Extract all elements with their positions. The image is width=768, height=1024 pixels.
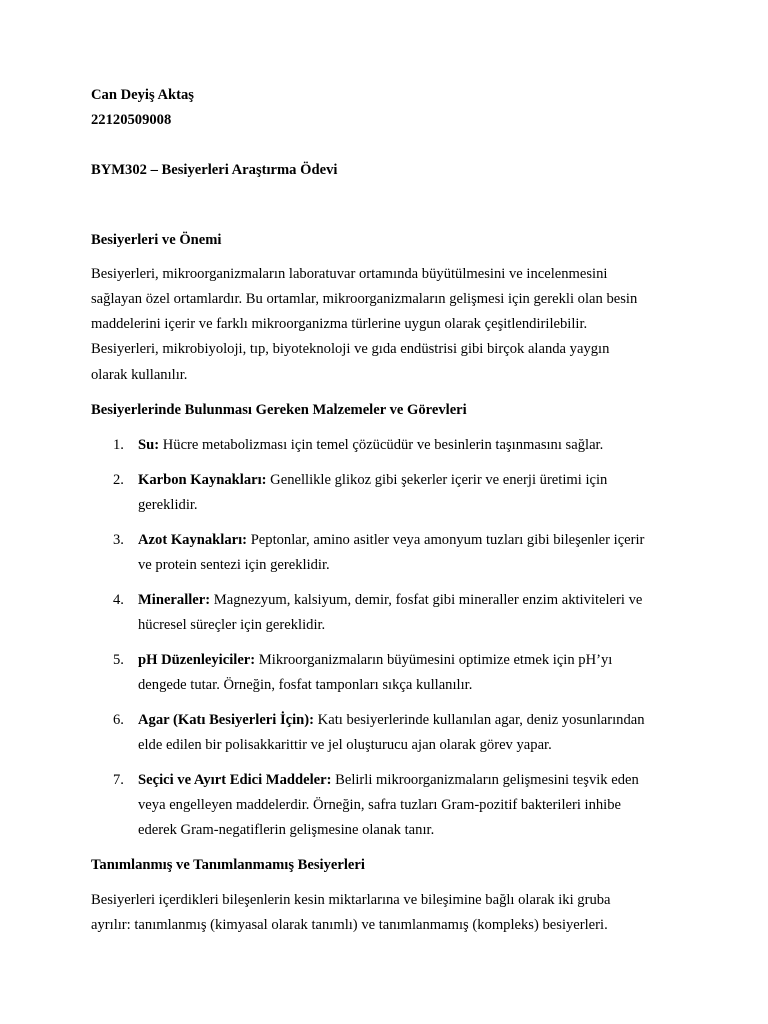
- list-item-text: Belirli mikroorganizmaların gelişmesini teşvik eden: [331, 772, 639, 788]
- list-item: [138, 773, 639, 788]
- section-heading: Tanımlanmış ve Tanımlanmamış Besiyerleri: [91, 857, 365, 873]
- list-item: [138, 473, 607, 488]
- list-item-continuation: veya engelleyen maddelerdir. Örneğin, safra tuzları Gram-pozitif bakterileri inhibe: [138, 797, 622, 813]
- list-number: 3.: [113, 532, 124, 548]
- list-item-continuation: ve protein sentezi için gereklidir.: [138, 557, 330, 573]
- list-item-text: Peptonlar, amino asitler veya amonyum tuzları gibi bileşenler içerir: [247, 532, 645, 548]
- paragraph-line: olarak kullanılır.: [91, 367, 188, 383]
- document-title: BYM302 – Besiyerleri Araştırma Ödevi: [91, 162, 338, 178]
- list-item: [138, 438, 603, 453]
- list-item: [138, 593, 642, 608]
- list-item: [138, 713, 645, 728]
- paragraph-line: ayrılır: tanımlanmış (kimyasal olarak tanımlı) ve tanımlanmamış (kompleks) besiyerleri.: [91, 917, 608, 933]
- list-number: 1.: [113, 437, 124, 453]
- list-number: 4.: [113, 592, 124, 608]
- list-item: [138, 653, 612, 668]
- list-item-text: Katı besiyerlerinde kullanılan agar, deniz yosunlarından: [314, 712, 645, 728]
- list-number: 5.: [113, 652, 124, 668]
- list-number: 2.: [113, 472, 124, 488]
- list-item-term: Su:: [138, 437, 160, 453]
- section-heading: Besiyerlerinde Bulunması Gereken Malzemeler ve Görevleri: [91, 402, 467, 418]
- list-item-text: Magnezyum, kalsiyum, demir, fosfat gibi mineraller enzim aktiviteleri ve: [210, 592, 643, 608]
- author-name: Can Deyiş Aktaş: [91, 87, 194, 103]
- paragraph-line: Besiyerleri içerdikleri bileşenlerin kesin miktarlarına ve bileşimine bağlı olarak iki gruba: [91, 892, 611, 908]
- student-id: 22120509008: [91, 112, 172, 128]
- list-item-term: Mineraller:: [138, 592, 211, 608]
- paragraph-line: sağlayan özel ortamlardır. Bu ortamlar, mikroorganizmaların gelişmesi için gerekli olan besin: [91, 291, 638, 307]
- paragraph-line: Besiyerleri, mikrobiyoloji, tıp, biyoteknoloji ve gıda endüstrisi gibi birçok alanda yaygın: [91, 341, 610, 357]
- list-item: [138, 533, 644, 548]
- list-item-text: Genellikle glikoz gibi şekerler içerir ve enerji üretimi için: [266, 472, 608, 488]
- paragraph-line: Besiyerleri, mikroorganizmaların laboratuvar ortamında büyütülmesini ve incelenmesini: [91, 266, 608, 282]
- list-item-term: pH Düzenleyiciler:: [138, 652, 256, 668]
- list-item-term: Seçici ve Ayırt Edici Maddeler:: [138, 772, 332, 788]
- list-number: 7.: [113, 772, 124, 788]
- list-item-continuation: dengede tutar. Örneğin, fosfat tamponları sıkça kullanılır.: [138, 677, 473, 693]
- list-item-term: Karbon Kaynakları:: [138, 472, 267, 488]
- list-number: 6.: [113, 712, 124, 728]
- list-item-text: Hücre metabolizması için temel çözücüdür ve besinlerin taşınmasını sağlar.: [159, 437, 604, 453]
- list-item-term: Agar (Katı Besiyerleri İçin):: [138, 712, 315, 728]
- list-item-text: Mikroorganizmaların büyümesini optimize etmek için pH’yı: [255, 652, 613, 668]
- list-item-term: Azot Kaynakları:: [138, 532, 248, 548]
- paragraph-line: maddelerini içerir ve farklı mikroorganizma türlerine uygun olarak çeşitlendirilebilir.: [91, 316, 588, 332]
- section-heading: Besiyerleri ve Önemi: [91, 232, 222, 248]
- list-item-continuation: hücresel süreçler için gereklidir.: [138, 617, 326, 633]
- list-item-continuation: gereklidir.: [138, 497, 198, 513]
- list-item-continuation: elde edilen bir polisakkarittir ve jel oluşturucu ajan olarak görev yapar.: [138, 737, 552, 753]
- list-item-continuation: ederek Gram-negatiflerin gelişmesine olanak tanır.: [138, 822, 435, 838]
